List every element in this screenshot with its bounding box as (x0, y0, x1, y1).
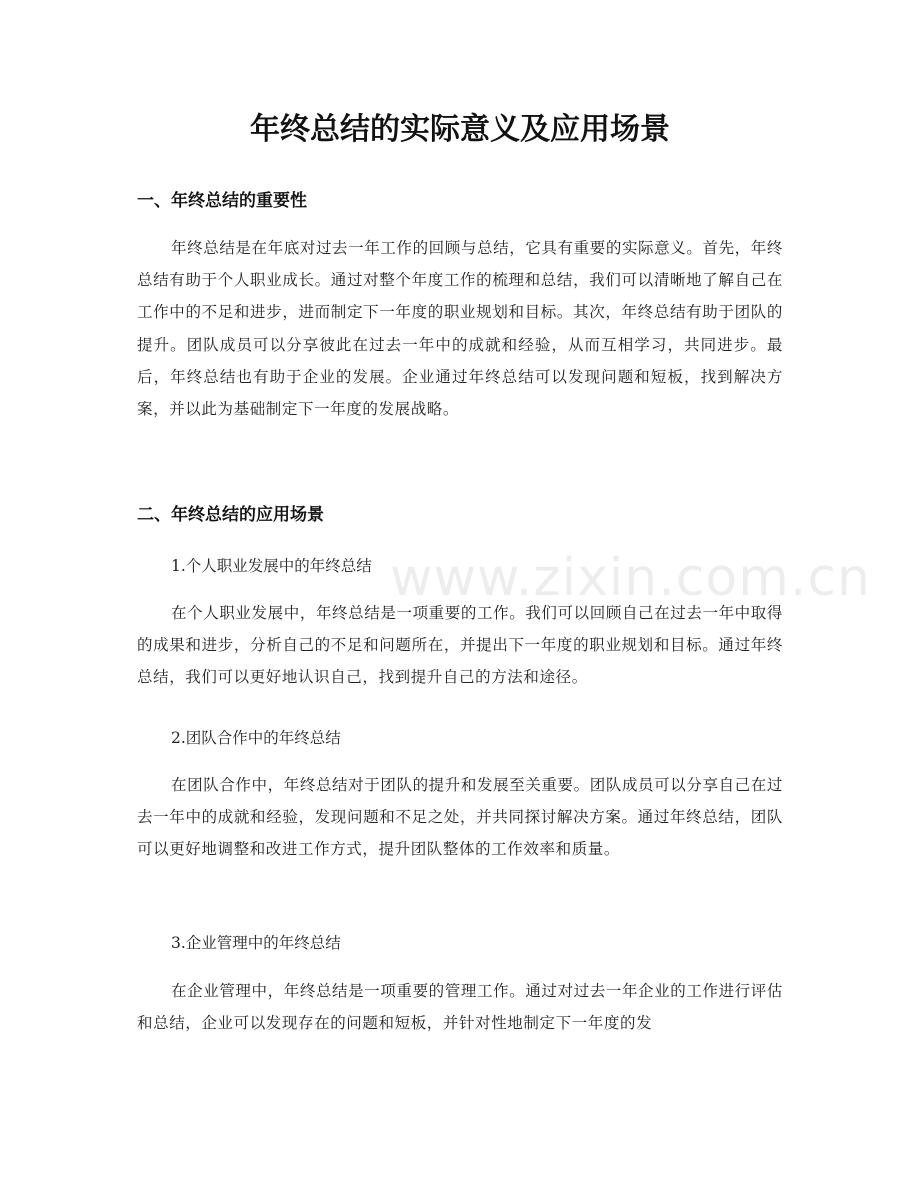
watermark: www.zixin.com.cn (390, 548, 871, 608)
page-title: 年终总结的实际意义及应用场景 (250, 112, 670, 147)
section-heading-importance: 一、年终总结的重要性 (137, 191, 307, 211)
paragraph-team: 在团队合作中，年终总结对于团队的提升和发展至关重要。团队成员可以分享自己在过去一年中的成就和经验，发现问题和不足之处，并共同探讨解决方案。通过年终总结，团队可以更好地调整和改进工作方式，提升团队整体的工作效率和质量。 (137, 776, 783, 859)
paragraph-enterprise: 在企业管理中，年终总结是一项重要的管理工作。通过对过去一年企业的工作进行评估和总结，企业可以发现存在的问题和短板，并针对性地制定下一年度的发 (137, 982, 783, 1033)
subheading-enterprise: 3.企业管理中的年终总结 (171, 934, 341, 952)
paragraph-importance: 年终总结是在年底对过去一年工作的回顾与总结，它具有重要的实际意义。首先，年终总结有助于个人职业成长。通过对整个年度工作的梳理和总结，我们可以清晰地了解自己在工作中的不足和进步，进而制定下一年度的职业规划和目标。其次，年终总结有助于团队的提升。团队成员可以分享彼此在过去一年中的成就和经验，从而互相学习，共同进步。最后，年终总结也有助于企业的发展。企业通过年终总结可以发现问题和短板，找到解决方案，并以此为基础制定下一年度的发展战略。 (137, 239, 783, 419)
paragraph-personal: 在个人职业发展中，年终总结是一项重要的工作。我们可以回顾自己在过去一年中取得的成果和进步，分析自己的不足和问题所在，并提出下一年度的职业规划和目标。通过年终总结，我们可以更好地认识自己，找到提升自己的方法和途径。 (137, 604, 783, 687)
section-heading-scenarios: 二、年终总结的应用场景 (137, 505, 324, 525)
subheading-personal: 1.个人职业发展中的年终总结 (171, 557, 372, 575)
subheading-team: 2.团队合作中的年终总结 (171, 729, 341, 747)
